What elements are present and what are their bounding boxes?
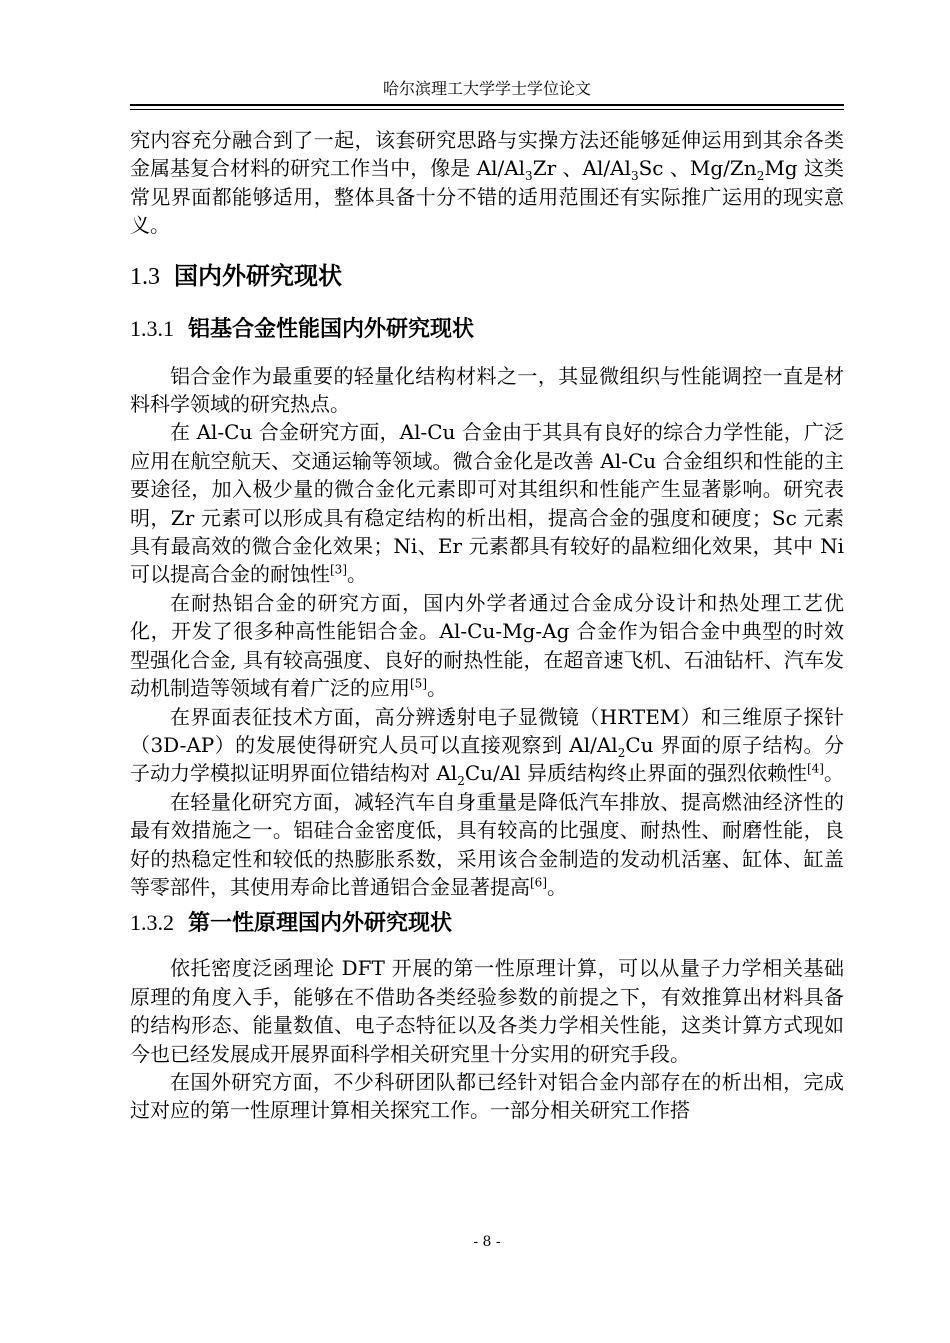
paragraph-aluminum-intro: 铝合金作为最重要的轻量化结构材料之一，其显微组织与性能调控一直是材料科学领域的研究热点。 bbox=[130, 363, 844, 417]
page-body bbox=[130, 126, 844, 1125]
citation: [4] bbox=[806, 761, 824, 776]
running-header: 哈尔滨理工大学学士学位论文 bbox=[382, 79, 591, 98]
paragraph-dft: 依托密度泛函理论 DFT 开展的第一性原理计算，可以从量子力学相关基础原理的角度入手，能够在不借助各类经验参数的前提之下，有效推算出材料具备的结构形态、能量数值、电子态特征以及各类力学相关性能，这类计算方式现如今也已经发展成开展界面科学相关研究里十分实用的研究手段。 bbox=[130, 956, 844, 1066]
header-rule-thick bbox=[130, 104, 844, 106]
section-heading-1-3-1: 1.3.1 铝基合金性能国内外研究现状 bbox=[130, 315, 475, 342]
paragraph-interface-characterization: 在界面表征技术方面，高分辨透射电子显微镜（HRTEM）和三维原子探针（3D-AP）的发展使得研究人员可以直接观察到 $Al/Al_2Cu$ 界面的原子结构。分子动力学模拟证明界面位错结构对 $Al_2Cu/Al$ 异质结构终止界面的强烈依赖性[4]。 bbox=[130, 704, 844, 789]
citation: [5] bbox=[410, 676, 427, 691]
page-number: - 8 - bbox=[473, 1234, 501, 1250]
citation: [6] bbox=[530, 875, 547, 890]
citation: [3] bbox=[330, 562, 347, 577]
paragraph-al-cu: 在 Al-Cu 合金研究方面，Al-Cu 合金由于其具有良好的综合力学性能，广泛应用在航空航天、交通运输等领域。微合金化是改善 Al-Cu 合金组织和性能的主要途径，加入极少量的微合金化元素即可对其组织和性能产生显著影响。研究表明，Zr 元素可以形成具有稳定结构的析出相，提高合金的强度和硬度；Sc 元素具有最高效的微合金化效果；Ni、Er 元素都具有较好的晶粒细化效果，其中 Ni 可以提高合金的耐蚀性[3]。 bbox=[130, 420, 844, 587]
paragraph-heat-resistant: 在耐热铝合金的研究方面，国内外学者通过合金成分设计和热处理工艺优化，开发了很多种高性能铝合金。Al-Cu-Mg-Ag 合金作为铝合金中典型的时效型强化合金, 具有较高强度、良好的耐热性能，在超音速飞机、石油钻杆、汽车发动机制造等领域有着广泛的应用[5]。 bbox=[130, 590, 844, 701]
intro-paragraph: 究内容充分融合到了一起，该套研究思路与实操方法还能够延伸运用到其余各类金属基复合材料的研究工作当中，像是 $Al/Al_3Zr$ 、$Al/Al_3Sc$ 、$Mg/Zn_2Mg$ 这类常见界面都能够适用，整体具备十分不错的适用范围还有实际推广运用的现实意义。 bbox=[130, 128, 844, 238]
section-heading-1-3-2: 1.3.2 第一性原理国内外研究现状 bbox=[130, 910, 453, 937]
header-rule-thin bbox=[130, 109, 844, 110]
paragraph-lightweight: 在轻量化研究方面，减轻汽车自身重量是降低汽车排放、提高燃油经济性的最有效措施之一。铝硅合金密度低，具有较高的比强度、耐热性、耐磨性能，良好的热稳定性和较低的热膨胀系数，采用该合金制造的发动机活塞、缸体、缸盖等零部件，其使用寿命比普通铝合金显著提高[6]。 bbox=[130, 789, 844, 899]
paragraph-foreign-research: 在国外研究方面，不少科研团队都已经针对铝合金内部存在的析出相，完成过对应的第一性原理计算相关探究工作。一部分相关研究工作搭 bbox=[130, 1069, 844, 1123]
section-heading-1-3: 1.3 国内外研究现状 bbox=[130, 261, 342, 290]
